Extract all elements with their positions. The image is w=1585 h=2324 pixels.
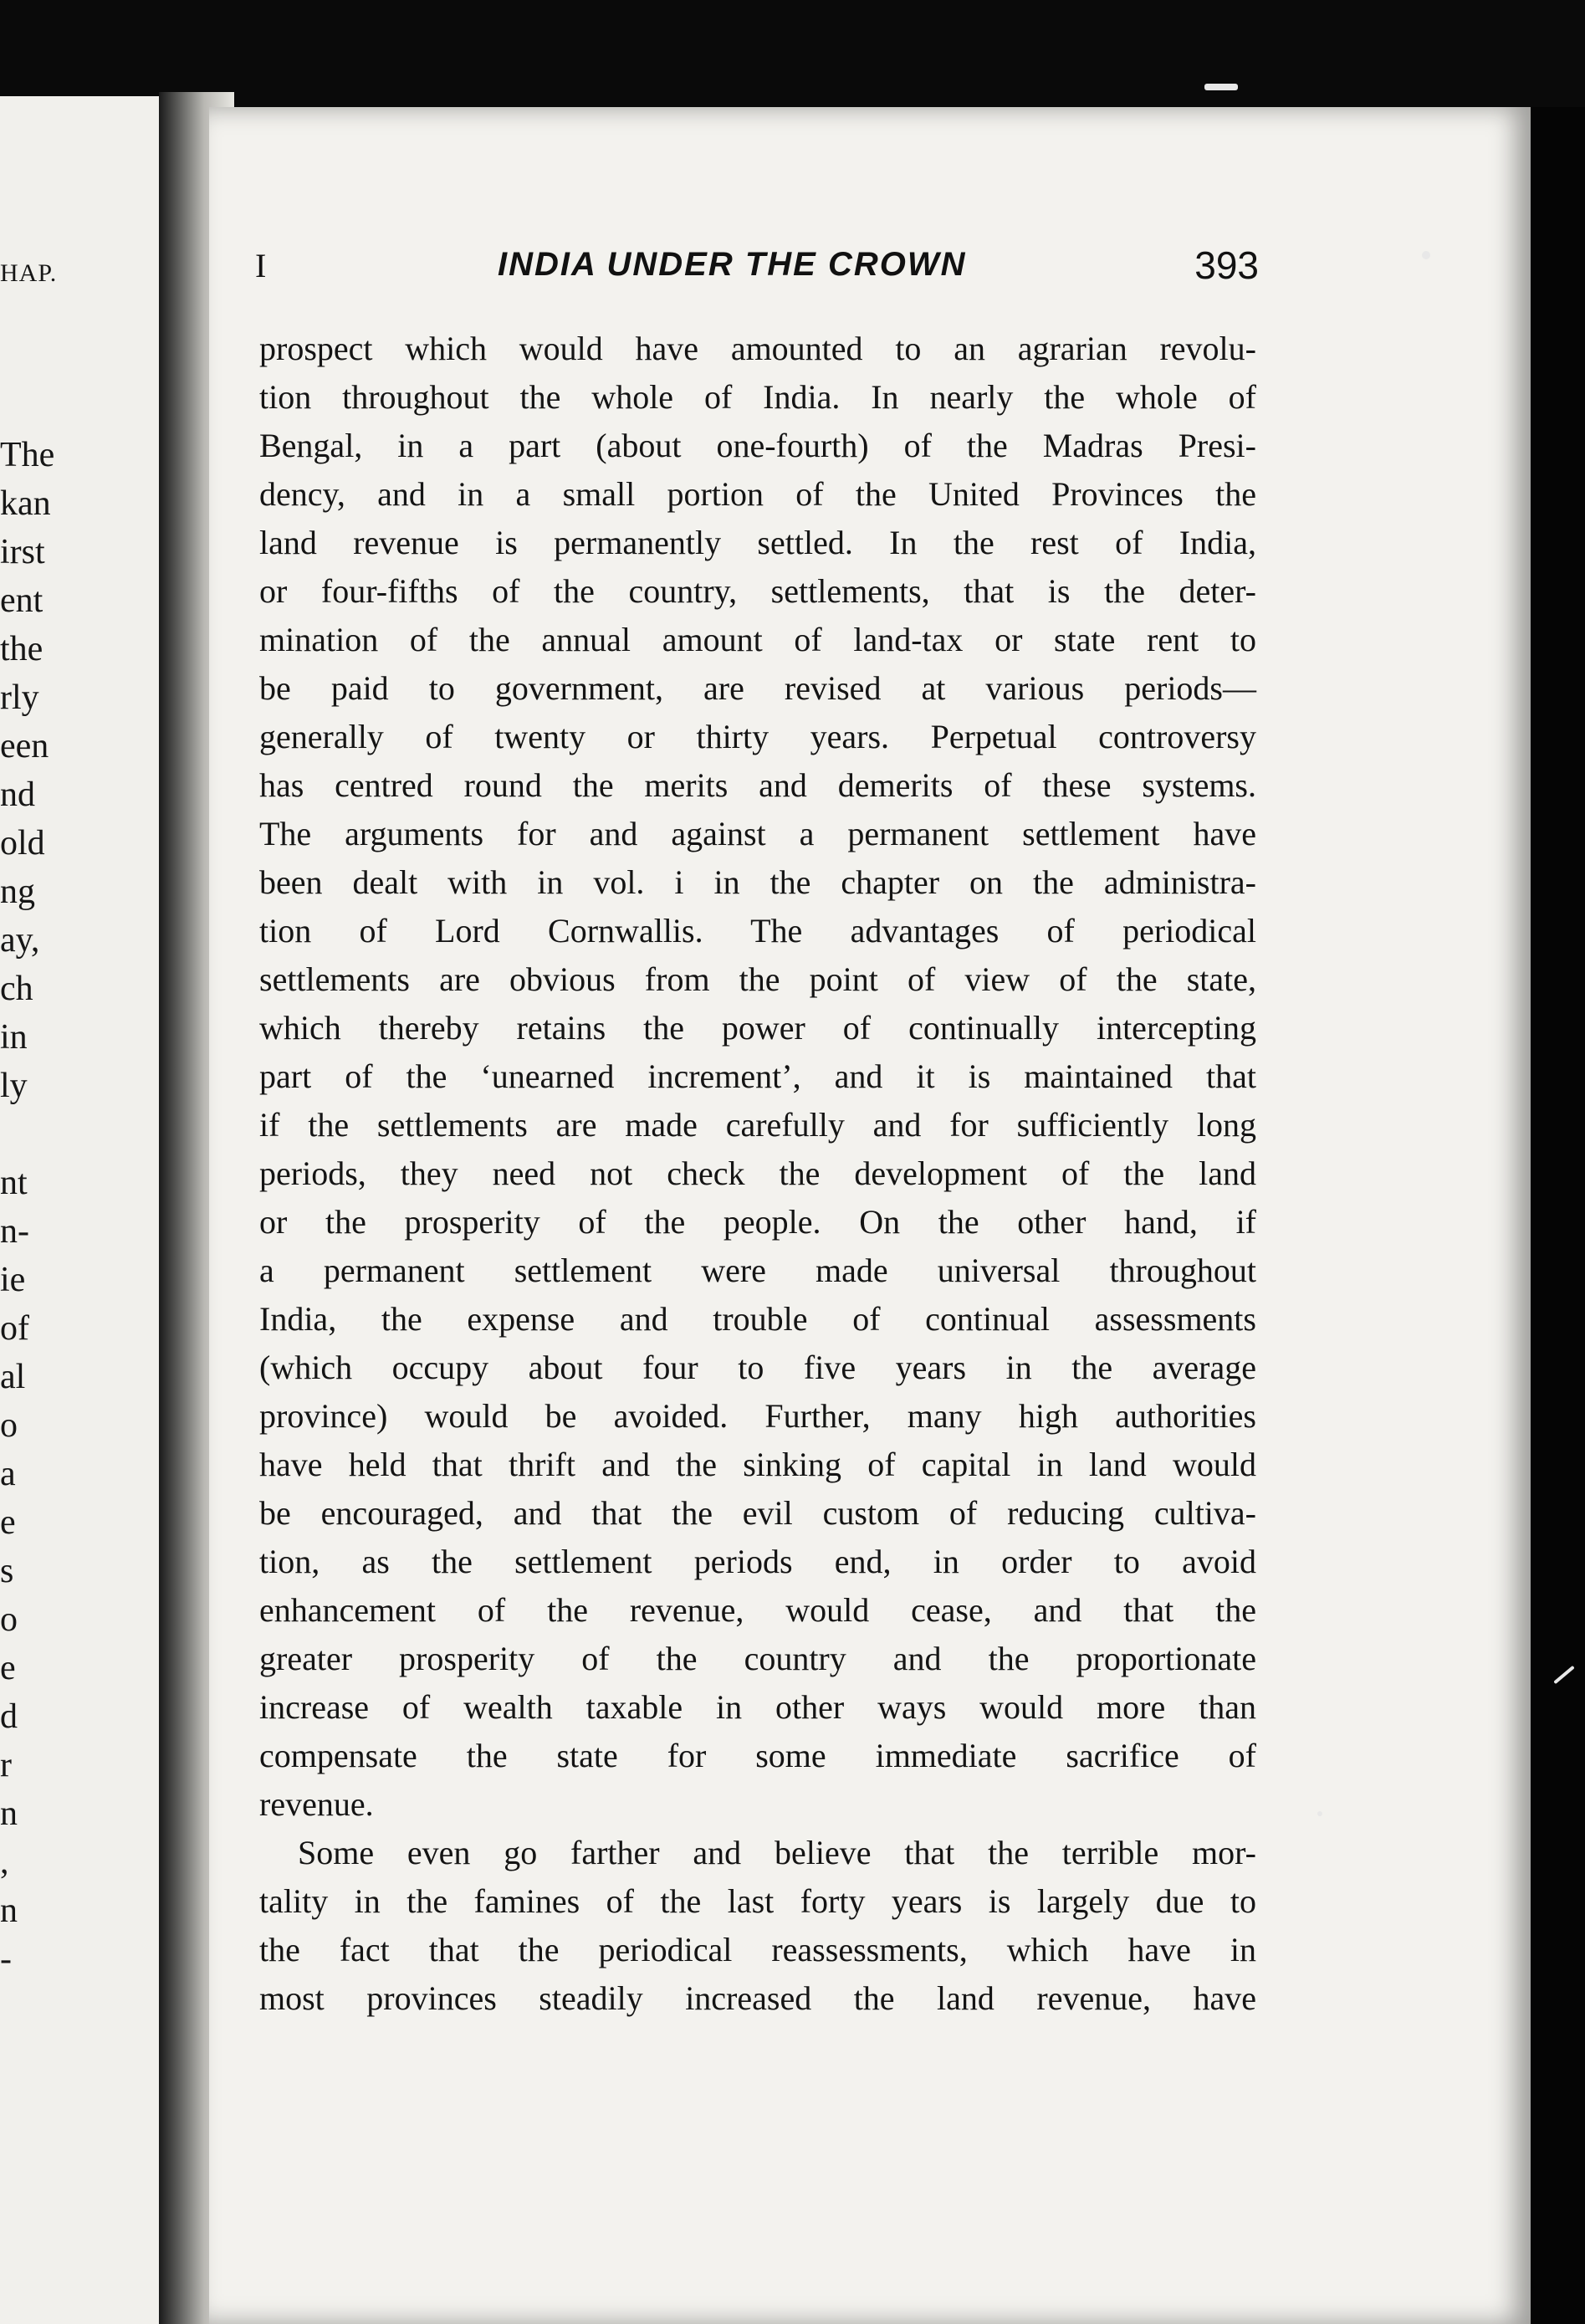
text-line: dency, and in a small portion of the United Provinces the — [259, 475, 1256, 513]
left-page-fragment: o — [0, 1600, 18, 1639]
left-page-fragment: n — [0, 1794, 18, 1833]
text-line: a permanent settlement were made universal throughout — [259, 1252, 1256, 1289]
text-line: tion throughout the whole of India. In nearly the whole of — [259, 378, 1256, 416]
text-line: most provinces steadily increased the land revenue, have — [259, 1979, 1256, 2017]
left-page-fragment: n- — [0, 1212, 29, 1251]
left-page-fragment: kan — [0, 484, 51, 523]
text-line: tality in the famines of the last forty years is largely due to — [259, 1882, 1256, 1920]
text-line: periods, they need not check the development of the land — [259, 1154, 1256, 1192]
left-page-fragment: ent — [0, 581, 43, 620]
text-line: generally of twenty or thirty years. Perpetual controversy — [259, 718, 1256, 755]
left-page-fragment: ay, — [0, 921, 40, 960]
left-page-fragment: The — [0, 436, 55, 474]
left-page-text-fragments — [0, 431, 167, 1984]
chapter-number: I — [255, 247, 267, 284]
text-line: (which occupy about four to five years in the average — [259, 1349, 1256, 1386]
text-line: greater prosperity of the country and the proportionate — [259, 1640, 1256, 1677]
left-page-fragment: een — [0, 727, 49, 765]
text-line: been dealt with in vol. i in the chapter on the administra- — [259, 863, 1256, 901]
text-line: prospect which would have amounted to an agrarian revolu- — [259, 330, 1256, 367]
text-line: compensate the state for some immediate sacrifice of — [259, 1737, 1256, 1774]
running-title: INDIA UNDER THE CROWN — [498, 246, 967, 283]
text-line: if the settlements are made carefully and for sufficiently long — [259, 1106, 1256, 1144]
text-line: tion, as the settlement periods end, in order to avoid — [259, 1543, 1256, 1580]
text-line: India, the expense and trouble of continual assessments — [259, 1300, 1256, 1338]
text-line: part of the ‘unearned increment’, and it is maintained that — [259, 1057, 1256, 1095]
left-page-fragment: in — [0, 1018, 28, 1057]
text-line: enhancement of the revenue, would cease, and that the — [259, 1591, 1256, 1629]
scan-speck — [1317, 1811, 1322, 1816]
text-line: has centred round the merits and demerits of these systems. — [259, 766, 1256, 804]
left-page-fragment: nd — [0, 776, 35, 814]
left-page-fragment: - — [0, 1940, 12, 1978]
text-line: Some even go farther and believe that the terrible mor- — [298, 1834, 1256, 1871]
left-page — [0, 96, 167, 2324]
text-line: Bengal, in a part (about one-fourth) of the Madras Presi- — [259, 427, 1256, 464]
text-line: revenue. — [259, 1785, 374, 1823]
left-page-fragment: , — [0, 1843, 9, 1881]
text-line: or the prosperity of the people. On the other hand, if — [259, 1203, 1256, 1241]
left-page-fragment: ie — [0, 1261, 26, 1299]
text-line: tion of Lord Cornwallis. The advantages of periodical — [259, 912, 1256, 950]
text-line: have held that thrift and the sinking of capital in land would — [259, 1446, 1256, 1483]
left-page-fragment: irst — [0, 533, 45, 571]
text-line: the fact that the periodical reassessments, which have in — [259, 1931, 1256, 1968]
text-line: or four-fifths of the country, settlements, that is the deter- — [259, 572, 1256, 610]
text-line: The arguments for and against a permanent settlement have — [259, 815, 1256, 852]
text-line: settlements are obvious from the point of view of the state, — [259, 960, 1256, 998]
left-page-fragment: nt — [0, 1164, 28, 1202]
text-line: be encouraged, and that the evil custom of reducing cultiva- — [259, 1494, 1256, 1532]
left-page-fragment: e — [0, 1503, 16, 1542]
left-page-fragment: ly — [0, 1067, 28, 1105]
left-page-fragment: n — [0, 1891, 18, 1930]
left-page-fragment: r — [0, 1746, 12, 1784]
scan-background — [1531, 107, 1585, 2324]
text-line: land revenue is permanently settled. In the rest of India, — [259, 524, 1256, 561]
left-page-fragment: the — [0, 630, 43, 668]
text-line: increase of wealth taxable in other ways would more than — [259, 1688, 1256, 1726]
left-page-fragment: d — [0, 1697, 18, 1736]
scan-speck — [1204, 84, 1238, 90]
left-page-fragment: old — [0, 824, 45, 863]
left-page-fragment: e — [0, 1649, 16, 1687]
left-page-fragment — [0, 1110, 167, 1159]
left-page-fragment: rly — [0, 678, 39, 717]
text-line: mination of the annual amount of land-tax or state rent to — [259, 621, 1256, 658]
left-page-fragment: a — [0, 1455, 16, 1493]
left-page-fragment: of — [0, 1309, 29, 1348]
text-line: which thereby retains the power of continually intercepting — [259, 1009, 1256, 1047]
text-line: be paid to government, are revised at various periods— — [259, 669, 1256, 707]
left-page-header-fragment: HAP. — [0, 259, 58, 287]
left-page-fragment: s — [0, 1552, 14, 1590]
left-page-fragment: ch — [0, 970, 33, 1008]
body-text — [259, 325, 1256, 2023]
scan-speck — [1422, 251, 1430, 259]
left-page-fragment: o — [0, 1406, 18, 1445]
left-page-fragment: al — [0, 1358, 26, 1396]
page-number: 393 — [1194, 243, 1259, 287]
left-page-fragment: ng — [0, 873, 35, 911]
text-line: province) would be avoided. Further, many high authorities — [259, 1397, 1256, 1435]
page-header — [255, 243, 1259, 293]
